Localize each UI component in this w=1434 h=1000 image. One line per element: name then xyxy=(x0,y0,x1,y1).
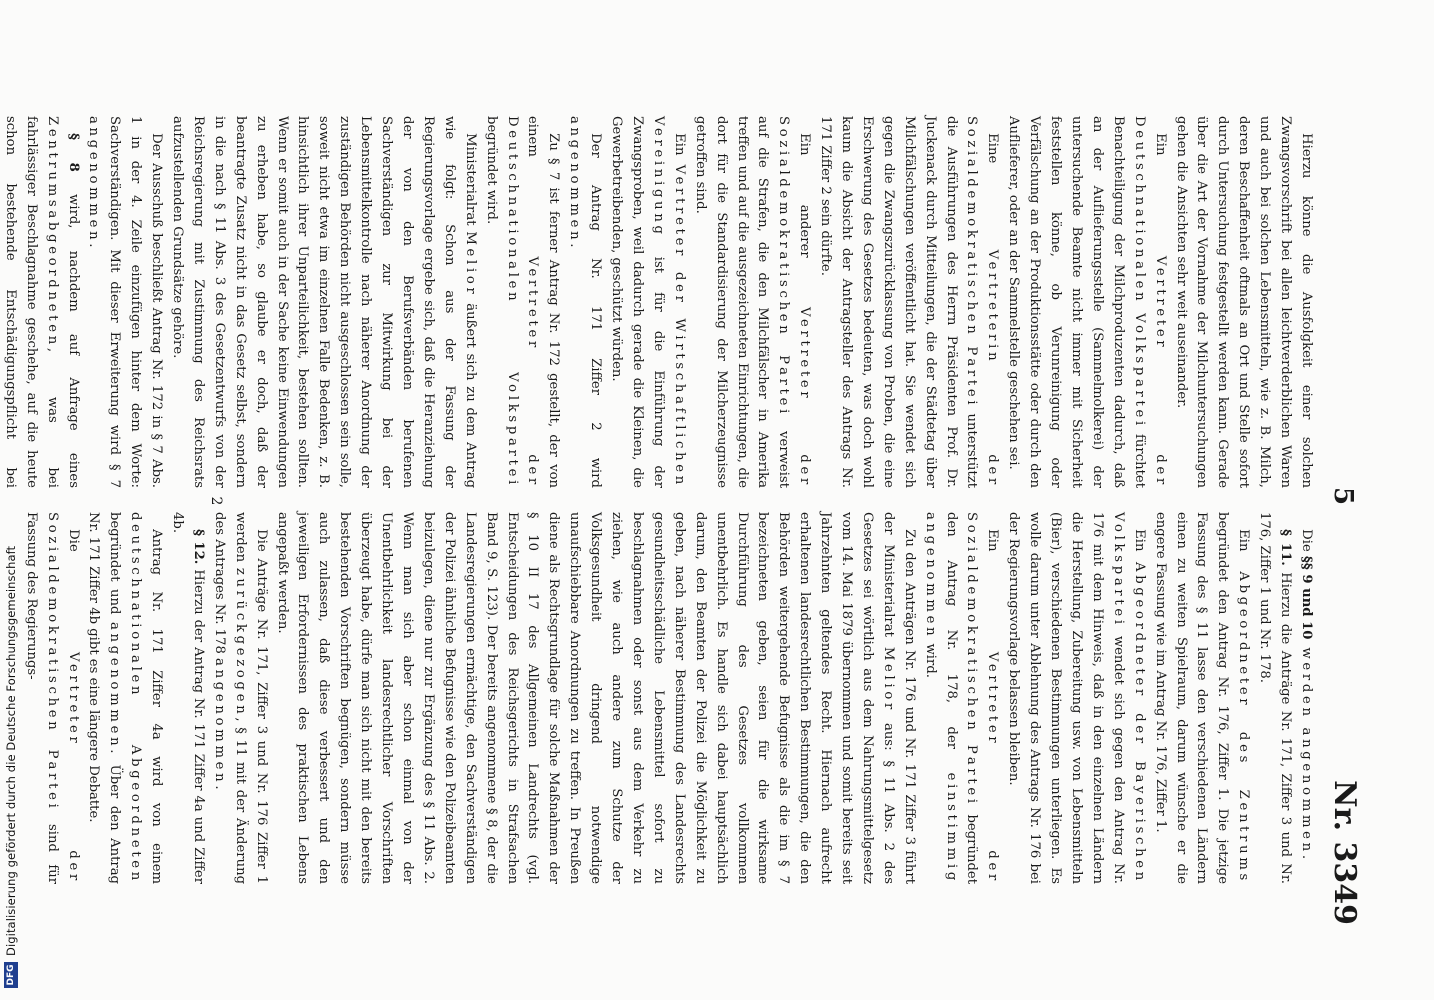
text: Eine xyxy=(985,133,1001,250)
spaced-emphasis: Melior xyxy=(462,231,478,298)
text: äußert sich zu dem Antrag wie folgt: Schon aus der Fassung der Regierungsvorlage ergebe sich, daß die Heranziehung der von den Berufsverbänden berufenen Sachverständigen zur Mitwirkung bei der Lebensmittelkontrolle nach näherer Anordnung der zuständigen Behörden nicht ausgeschlossen sein solle, soweit nicht etwa im einzelnen Falle Bedenken, z. B. hinsichtlich ihrer Unparteilichkeit, bestehen sollten. Wenn er somit auch in der Sache keine Einwendungen zu erheben habe, so glaube er doch, daß der beantragte Zusatz nicht in das Gesetz selbst, sondern in die nach § 11 Abs. 3 des Gesetzentwurfs von der Reichsregierung mit Zustimmung des Reichsrats aufzustellenden Grundsätze gehöre. xyxy=(170,116,478,489)
section-mark: § 12. xyxy=(190,529,206,565)
text: Ein xyxy=(1152,133,1168,256)
text: Die xyxy=(1299,529,1314,556)
text: wird, nachdem auf Anfrage eines xyxy=(65,171,81,488)
paragraph xyxy=(166,116,480,488)
paragraph xyxy=(689,116,814,488)
paragraph xyxy=(1002,116,1169,488)
left-text-column xyxy=(0,116,1316,488)
dfg-logo-icon: DFG xyxy=(4,962,18,988)
text: begründet wird. xyxy=(483,116,499,225)
paragraph xyxy=(271,512,919,884)
text: begründet den Antrag Nr. 178, der xyxy=(943,512,980,884)
credit-text: Digitalisierung gefördert durch die Deutsche Forschungsgemeinschaft xyxy=(4,545,18,956)
text: sind für Fassung des Regierungs- xyxy=(23,512,60,885)
spaced-emphasis: angenommen. xyxy=(86,116,102,252)
section-mark: §§ 9 und 10 xyxy=(1299,555,1314,640)
text: Antrag Nr. 171 Ziffer 4a wird von einem xyxy=(149,529,165,884)
paragraph xyxy=(20,512,83,884)
text: unterstützt die Ausführungen des Herrn Präsidenten Prof. Dr. Juckenack durch Mitteilungen, die der Städtetag über Milchfälschungen veröffentlicht hat. Sie wendet sich gegen die Zwangszurücklassung von Proben, die eine Erschwerung des Gesetzes bedeuten, was doch wohl kaum die Absicht der Antragsteller des Antrags Nr. 171 Ziffer 2 sein dürfte. xyxy=(818,116,980,488)
text: begründet und xyxy=(107,512,123,622)
spaced-emphasis: angenommen. xyxy=(211,658,227,794)
text: Ein xyxy=(671,133,687,165)
text: ist für die Einführung der Zwangsproben, weil dadurch gerade die Kleinen, die Gewerbetreibenden, geschützt würden. xyxy=(609,116,666,488)
text: Über den Antrag Nr. 171 Ziffer 4b gibt es eine längere Debatte. xyxy=(86,512,123,885)
spaced-emphasis: werden angenommen. xyxy=(1299,639,1314,863)
spaced-emphasis: angenommen. xyxy=(567,116,583,252)
text: Zu den Anträgen Nr. 176 und Nr. 171 Ziffer 3 führt der Ministerialrat xyxy=(880,512,917,884)
right-text-column xyxy=(20,512,1316,884)
spaced-emphasis: Vertreter der Sozialdemokratischen Partei xyxy=(44,512,81,884)
document-number: Nr. 3349 xyxy=(1327,780,1362,925)
spaced-emphasis: Vertreterin der Sozialdemokratischen Partei xyxy=(964,116,1001,488)
text: Ein xyxy=(1131,529,1147,563)
text: Zu § 7 ist ferner Antrag Nr. 172 gestellt, der von einem xyxy=(525,116,562,488)
paragraph xyxy=(1149,512,1254,884)
text: Hierzu die Anträge Nr. 171, Ziffer 3 und Nr. 176, Ziffer 1 und Nr. 178. xyxy=(1257,512,1294,884)
text: Ein xyxy=(985,529,1001,652)
paragraph xyxy=(83,512,167,884)
paragraph xyxy=(1295,512,1316,884)
text: Hierzu der Antrag Nr. 171 Ziffer 4a und Ziffer 4b. xyxy=(170,512,206,885)
paragraph xyxy=(1002,512,1148,884)
spaced-emphasis: Vertreter der Sozialdemokratischen Partei xyxy=(776,116,813,488)
section-mark: § 8 xyxy=(65,133,81,172)
spaced-emphasis: Vertreter der Deutschnationalen Volkspartei xyxy=(504,116,541,488)
text: wird. xyxy=(922,639,938,678)
paragraph xyxy=(83,116,167,488)
paragraph xyxy=(605,116,689,488)
spaced-emphasis: Melior xyxy=(880,646,896,713)
spaced-emphasis: deutschnationalen Abgeordneten xyxy=(128,512,144,884)
section-mark: § 11. xyxy=(1278,529,1294,566)
spaced-emphasis: Zentrumsabgeordneten xyxy=(44,116,60,348)
text: , § 11 mit der Änderung des Antrages Nr. 178 xyxy=(211,512,248,885)
page-number: 5 xyxy=(1328,486,1358,506)
text: Die Anträge Nr. 171, Ziffer 3 und Nr. 176 Ziffer 1 werden xyxy=(232,512,269,884)
paragraph xyxy=(919,512,1003,884)
digitization-credit xyxy=(0,0,22,1000)
text: verweist auf die Strafen, die den Milchfälscher in Amerika treffen und auf die ausgezeichneten Einrichtungen, die dort für die Standardisierung der Milcherzeugnisse getroffen sind. xyxy=(692,116,792,488)
paragraph xyxy=(814,116,1002,488)
signature-mark: 2 xyxy=(208,496,224,506)
text: aus: § 11 Abs. 2 des Gesetzes sei wörtlich aus dem Nahrungsmittelgesetz vom 14. Mai 1879 übernommen und somit bereits seit Jahrzehnten geltendes Recht. Hiernach aufrecht erhaltenen landesrechtlichen Bestimmungen, die den Behörden weitergehende Befugnisse als die im § 7 bezeichneten geben, seien für die wirksame Durchführung des Gesetzes vollkommen unentbehrlich. Es handle sich dabei hauptsächlich darum, den Beamten der Polizei die Möglichkeit zu geben, nach näherer Bestimmung des Landesrechts gesundheitsschädliche Lebensmittel sofort zu beschlagnahmen oder sonst aus dem Verkehr zu ziehen, wie auch andere zum Schutze der Volksgesundheit dringend notwendige unaufschiebbare Anordnungen zu treffen. In Preußen diene als Rechtsgrundlage für solche Maßnahmen der § 10 II 17 des Allgemeinen Landrechts (vgl. Entscheidungen des Reichsgerichts in Strafsachen Band 9, S. 123). Der bereits angenommene § 8, der die Landesregierungen ermächtige, den Sachverständigen der Polizei ähnliche Befugnisse wie den Polizeibeamten beizulegen, diene nur zur Ergänzung des § 11 Abs. 2. Wenn man sich aber schon einmal von der Unentbehrlichkeit landesrechtlicher Vorschriften überzeugt habe, dürfe man sich nicht mit den bereits bestehenden Vorschriften begnügen, sondern müsse auch zulassen, daß diese verbessert und den jeweiligen Erfordernissen des praktischen Lebens angepaßt werden. xyxy=(274,512,896,884)
spaced-emphasis: einstimmig angenommen xyxy=(922,512,959,884)
spaced-emphasis: angenommen. xyxy=(107,621,123,758)
text: Die xyxy=(65,529,81,652)
text: Der Ausschuß beschließt Antrag Nr. 172 in § 7 Abs. 1 in der 4. Zeile einzufügen hinter dem Worte: Sachverständigen. Mit dieser Erweiterung wird § 7 xyxy=(107,116,165,488)
text: wendet sich gegen den Antrag Nr. 176 mit dem Hinweis, daß in den einzelnen Ländern die Herstellung, Zubereitung usw. von Lebensmitteln (Bier), verschiedenen Bestimmungen unterliegen. Es wolle darum unter Ablehnung des Antrags Nr. 176 bei der Regierungsvorlage belassen bleiben. xyxy=(1006,512,1126,884)
spaced-emphasis: Vertreter der Wirtschaftlichen Vereinigung xyxy=(650,116,687,488)
paragraph xyxy=(563,116,605,488)
spaced-emphasis: Abgeordneter des Zentrums xyxy=(1236,571,1252,885)
text: , was bei fahrlässiger Beschlagnahme geschehe, auf die heute schon bestehende Entschädigungspflicht bei xyxy=(2,116,60,488)
spaced-emphasis: zurückgezogen xyxy=(232,567,248,718)
paragraph xyxy=(1253,512,1295,884)
paragraph xyxy=(480,116,564,488)
spaced-emphasis: Vertreter der Deutschnationalen Volkspartei xyxy=(1131,116,1168,488)
text: Der Antrag Nr. 171 Ziffer 2 wird xyxy=(588,133,604,488)
text: Ein anderer xyxy=(797,133,813,307)
spaced-emphasis: Abgeordneter der Bayerischen Volkspartei xyxy=(1110,512,1147,884)
text: Ein xyxy=(1236,529,1252,572)
paragraph xyxy=(166,512,208,884)
spaced-emphasis: Vertreter der Sozialdemokratischen Partei xyxy=(964,512,1001,884)
paragraph xyxy=(208,512,271,884)
text: begründet den Antrag Nr. 176, Ziffer 1. Die jetzige Fassung des § 11 lasse den verschiedenen Ländern einen zu weiten Spielraum, darum wünsche er die engere Fassung wie im Antrag Nr. 176, Ziffer 1. xyxy=(1152,512,1231,884)
text: fürchtet Benachteiligung der Milchproduzenten dadurch, daß an der Auflieferungsstelle (Sammelmolkerei) der untersuchende Beamte nicht immer mit Sicherheit feststellen könne, ob Verunreinigung oder Verfälschung an der Produktionsstätte oder durch den Auflieferer, oder an der Sammelstelle geschehen sei. xyxy=(1006,116,1147,488)
text: Ministerialrat xyxy=(462,133,478,232)
paragraph: Hierzu könne die Ausfolgkeit einer solchen Zwangsvorschrift bei allen leichtverderblichen Waren und auch bei solchen Lebensmitteln, wie z. B. Milch, deren Beschaffenheit oftmals an Ort und Stelle sofort durch Untersuchung festgestellt werden kann. Gerade über die Art der Vornahme der Milchuntersuchungen gehen die Ansichten sehr weit auseinander. xyxy=(1173,116,1314,488)
